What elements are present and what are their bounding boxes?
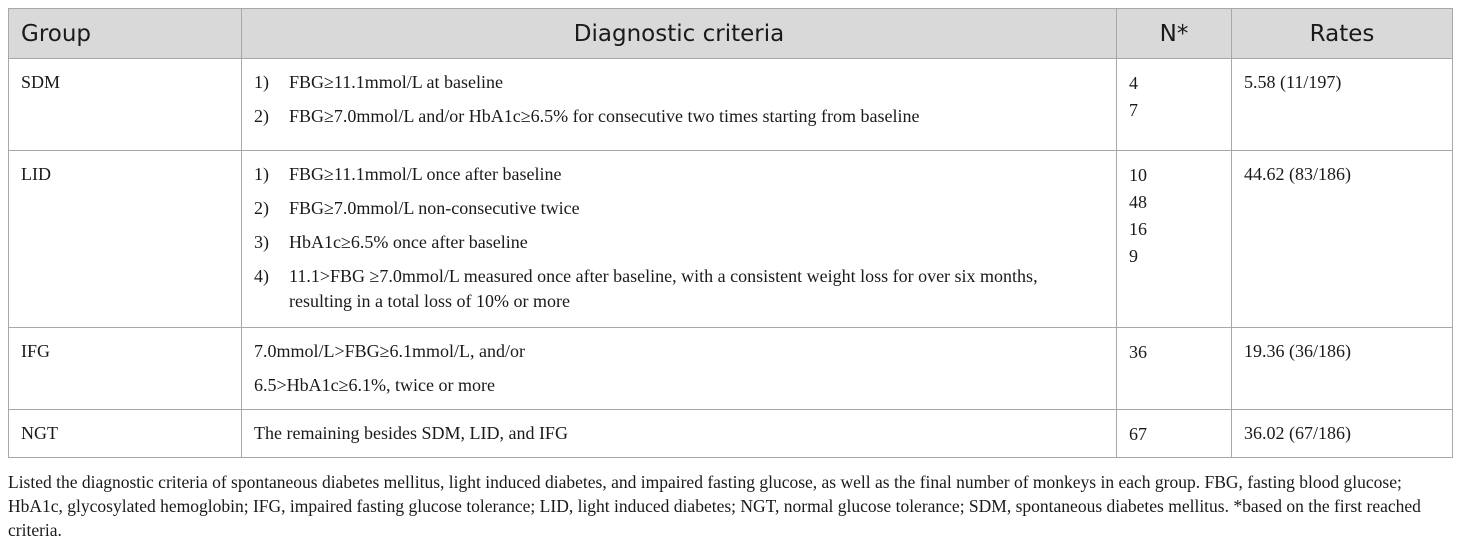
criterion-item [254, 162, 1104, 187]
criterion-item [254, 70, 1104, 95]
criterion-item [254, 230, 1104, 255]
n-value: 36 [1129, 342, 1147, 362]
criteria-cell [242, 151, 1117, 328]
criterion-number: 2) [254, 198, 269, 218]
n-cell [1117, 410, 1232, 458]
table-caption: Listed the diagnostic criteria of spontaneous diabetes mellitus, light induced diabetes, and impaired fasting glucose, as well as the final number of monkeys in each group. FBG, fasting blood glucose; HbA1c, glycosylated hemoglobin; IFG, impaired fasting glucose tolerance; LID, light induced diabetes; NGT, normal glucose tolerance; SDM, spontaneous diabetes mellitus. *based on the first reached criteria. [8, 472, 1421, 540]
table-container [8, 8, 1452, 542]
n-value: 67 [1129, 424, 1147, 444]
group-cell: LID [9, 151, 242, 328]
criteria-cell [242, 328, 1117, 410]
criterion-line: 6.5>HbA1c≥6.1%, twice or more [254, 375, 495, 395]
rate-cell: 36.02 (67/186) [1232, 410, 1453, 458]
criterion-item [254, 264, 1104, 314]
criterion-text: FBG≥11.1mmol/L once after baseline [289, 164, 562, 184]
group-cell: SDM [9, 59, 242, 151]
rate-cell: 5.58 (11/197) [1232, 59, 1453, 151]
n-cell [1117, 59, 1232, 151]
criterion-number: 2) [254, 106, 269, 126]
criterion-text: FBG≥7.0mmol/L and/or HbA1c≥6.5% for consecutive two times starting from baseline [289, 106, 920, 126]
criterion-line: The remaining besides SDM, LID, and IFG [254, 423, 568, 443]
criteria-cell [242, 59, 1117, 151]
criterion-line: 7.0mmol/L>FBG≥6.1mmol/L, and/or [254, 341, 526, 361]
table-row [9, 151, 1453, 328]
n-value: 4 [1129, 73, 1138, 93]
n-value: 7 [1129, 100, 1138, 120]
n-value: 16 [1129, 219, 1147, 239]
criterion-item [254, 104, 1104, 129]
header-row [9, 9, 1453, 59]
n-value: 9 [1129, 246, 1138, 266]
criteria-cell [242, 410, 1117, 458]
n-cell [1117, 328, 1232, 410]
header-criteria: Diagnostic criteria [242, 9, 1117, 59]
header-rates: Rates [1232, 9, 1453, 59]
criterion-number: 4) [254, 266, 269, 286]
criterion-item [254, 196, 1104, 221]
n-value: 10 [1129, 165, 1147, 185]
table-row [9, 410, 1453, 458]
header-group: Group [9, 9, 242, 59]
criterion-text: 11.1>FBG ≥7.0mmol/L measured once after baseline, with a consistent weight loss for over six months, resulting in a total loss of 10% or more [289, 266, 1038, 311]
rate-cell: 44.62 (83/186) [1232, 151, 1453, 328]
table-row [9, 59, 1453, 151]
header-n: N* [1117, 9, 1232, 59]
n-cell [1117, 151, 1232, 328]
criterion-text: FBG≥7.0mmol/L non-consecutive twice [289, 198, 580, 218]
criterion-number: 3) [254, 232, 269, 252]
criterion-number: 1) [254, 72, 269, 92]
criterion-text: HbA1c≥6.5% once after baseline [289, 232, 528, 252]
group-cell: NGT [9, 410, 242, 458]
table-row [9, 328, 1453, 410]
n-value: 48 [1129, 192, 1147, 212]
criterion-number: 1) [254, 164, 269, 184]
criterion-text: FBG≥11.1mmol/L at baseline [289, 72, 504, 92]
rate-cell: 19.36 (36/186) [1232, 328, 1453, 410]
group-cell: IFG [9, 328, 242, 410]
diagnostic-criteria-table [8, 8, 1453, 458]
